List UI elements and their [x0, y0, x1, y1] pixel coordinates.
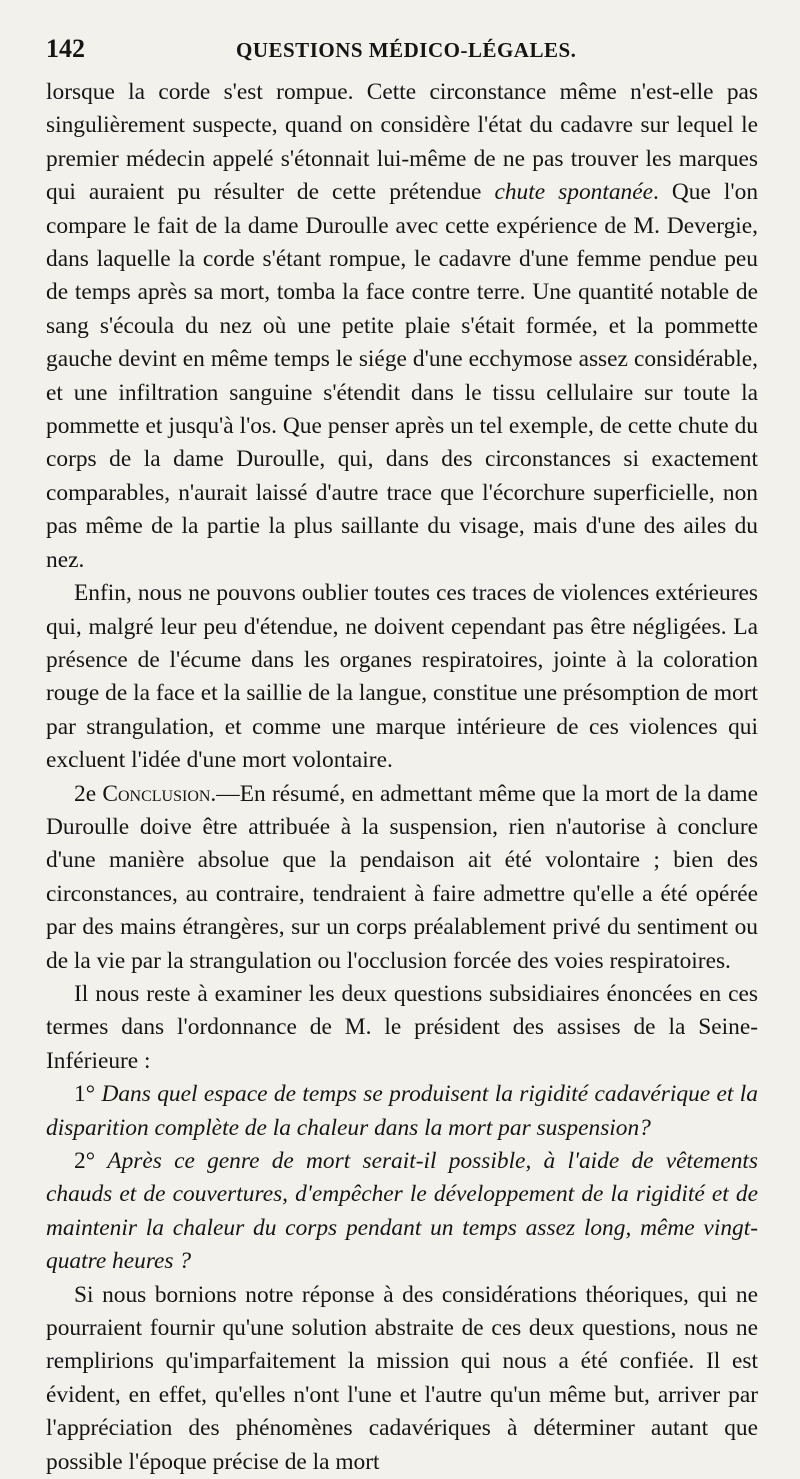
paragraph-1: lorsque la corde s'est rompue. Cette circonstance même n'est-elle pas singulièrement suspecte, quand on considère l'état du cadavre sur lequel le premier médecin appelé s'étonnait lui-même de ne pas trouver les marques qui auraient pu résulter de cette prétendue chute spontanée. Que l'on compare le fait de la dame Duroulle avec cette expérience de M. Devergie, dans laquelle la corde s'étant rompue, le cadavre d'une femme pendue peu de temps après sa mort, tomba la face contre terre. Une quantité notable de sang s'écoula du nez où une petite plaie s'était formée, et la pommette gauche devint en même temps le siége d'une ecchymose assez considérable, et une infiltration sanguine s'étendit dans le tissu cellulaire sur toute la pommette et jusqu'à l'os. Que penser après un tel exemple, de cette chute du corps de la dame Duroulle, qui, dans des circonstances si exactement comparables, n'aurait laissé d'autre trace que l'écorchure superficielle, non pas même de la partie la plus saillante du visage, mais d'une des ailes du nez.	[46, 79, 759, 573]
conclusion-number: 2e	[74, 780, 97, 807]
paragraph-4: Il nous reste à examiner les deux questions subsidiaires énoncées en ces termes dans l'ordonnance de M. le président des assises de la Seine-Inférieure :	[46, 980, 758, 1074]
body-text	[46, 76, 758, 1479]
conclusion-label: Conclusion.	[102, 780, 217, 807]
italic-phrase: chute spontanée	[494, 179, 654, 206]
question-1: 1° Dans quel espace de temps se produisent la rigidité cadavérique et la disparition complète de la chaleur dans la mort par suspension?	[46, 1081, 758, 1141]
running-head: QUESTIONS MÉDICO-LÉGALES.	[236, 38, 577, 62]
paragraph-conclusion: 2e Conclusion.—En résumé, en admettant même que la mort de la dame Duroulle doive être attribuée à la suspension, rien n'autorise à conclure d'une manière absolue que la pendaison ait été volontaire ; bien des circonstances, au contraire, tendraient à faire admettre qu'elle a été opérée par des mains étrangères, sur un corps préalablement privé du sentiment ou de la vie par la strangulation ou l'occlusion forcée des voies respiratoires.	[46, 780, 758, 974]
paragraph-7: Si nous bornions notre réponse à des considérations théoriques, qui ne pourraient fournir qu'une solution abstraite de ces deux questions, nous ne remplirions qu'imparfaitement la mission qui nous a été confiée. Il est évident, en effet, qu'elles n'ont l'une et l'autre qu'un même but, arriver par l'appréciation des phénomènes cadavériques à déterminer autant que possible l'époque précise de la mort	[46, 1281, 758, 1475]
page-number: 142	[46, 34, 85, 63]
question-number: 1°	[74, 1081, 102, 1108]
question-number: 2°	[74, 1148, 108, 1174]
paragraph-2: Enfin, nous ne pouvons oublier toutes ces traces de violences extérieures qui, malgré leur peu d'étendue, ne doivent cependant pas être négligées. La présence de l'écume dans les organes respiratoires, jointe à la coloration rouge de la face et la saillie de la langue, constitue une présomption de mort par strangulation, et comme une marque intérieure de ces violences qui excluent l'idée d'une mort volontaire.	[46, 580, 758, 774]
question-2: 2° Après ce genre de mort serait-il possible, à l'aide de vêtements chauds et de couvertures, d'empêcher le développement de la rigidité et de maintenir la chaleur du corps pendant un temps assez long, même vingt-quatre heures ?	[46, 1148, 758, 1275]
page-header	[46, 34, 758, 76]
